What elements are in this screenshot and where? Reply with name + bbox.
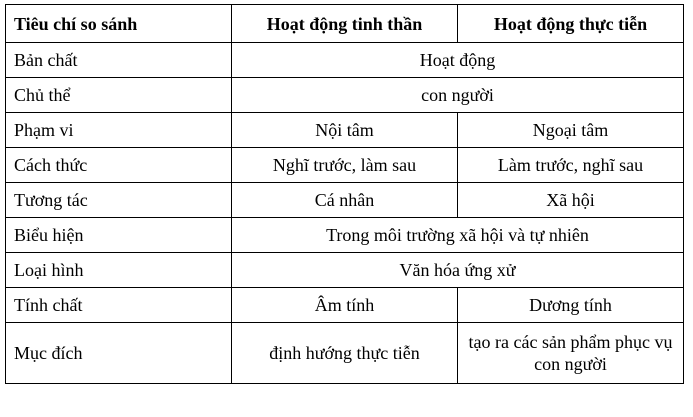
- practical-cell: tạo ra các sản phẩm phục vụ con người: [458, 323, 684, 384]
- practical-cell: Làm trước, nghĩ sau: [458, 148, 684, 183]
- row-label: Bản chất: [6, 43, 232, 78]
- merged-cell: Văn hóa ứng xử: [232, 253, 684, 288]
- header-mental-activity: Hoạt động tinh thần: [232, 5, 458, 43]
- practical-cell: Xã hội: [458, 183, 684, 218]
- mental-cell: Âm tính: [232, 288, 458, 323]
- merged-cell: Hoạt động: [232, 43, 684, 78]
- row-label: Tính chất: [6, 288, 232, 323]
- comparison-table: [5, 4, 684, 384]
- header-criteria: Tiêu chí so sánh: [6, 5, 232, 43]
- row-label: Loại hình: [6, 253, 232, 288]
- row-label: Chủ thể: [6, 78, 232, 113]
- row-label: Cách thức: [6, 148, 232, 183]
- table-row: [6, 183, 684, 218]
- header-practical-activity: Hoạt động thực tiễn: [458, 5, 684, 43]
- row-label: Mục đích: [6, 323, 232, 384]
- mental-cell: định hướng thực tiễn: [232, 323, 458, 384]
- merged-cell: con người: [232, 78, 684, 113]
- table-row: [6, 78, 684, 113]
- practical-cell: Ngoại tâm: [458, 113, 684, 148]
- merged-cell: Trong môi trường xã hội và tự nhiên: [232, 218, 684, 253]
- row-label: Tương tác: [6, 183, 232, 218]
- table-row: [6, 113, 684, 148]
- mental-cell: Nghĩ trước, làm sau: [232, 148, 458, 183]
- table-header-row: [6, 5, 684, 43]
- row-label: Phạm vi: [6, 113, 232, 148]
- table-row: [6, 148, 684, 183]
- table-row: [6, 43, 684, 78]
- table-row: [6, 218, 684, 253]
- table-row: [6, 323, 684, 384]
- practical-cell: Dương tính: [458, 288, 684, 323]
- table-row: [6, 253, 684, 288]
- table-row: [6, 288, 684, 323]
- mental-cell: Cá nhân: [232, 183, 458, 218]
- mental-cell: Nội tâm: [232, 113, 458, 148]
- row-label: Biểu hiện: [6, 218, 232, 253]
